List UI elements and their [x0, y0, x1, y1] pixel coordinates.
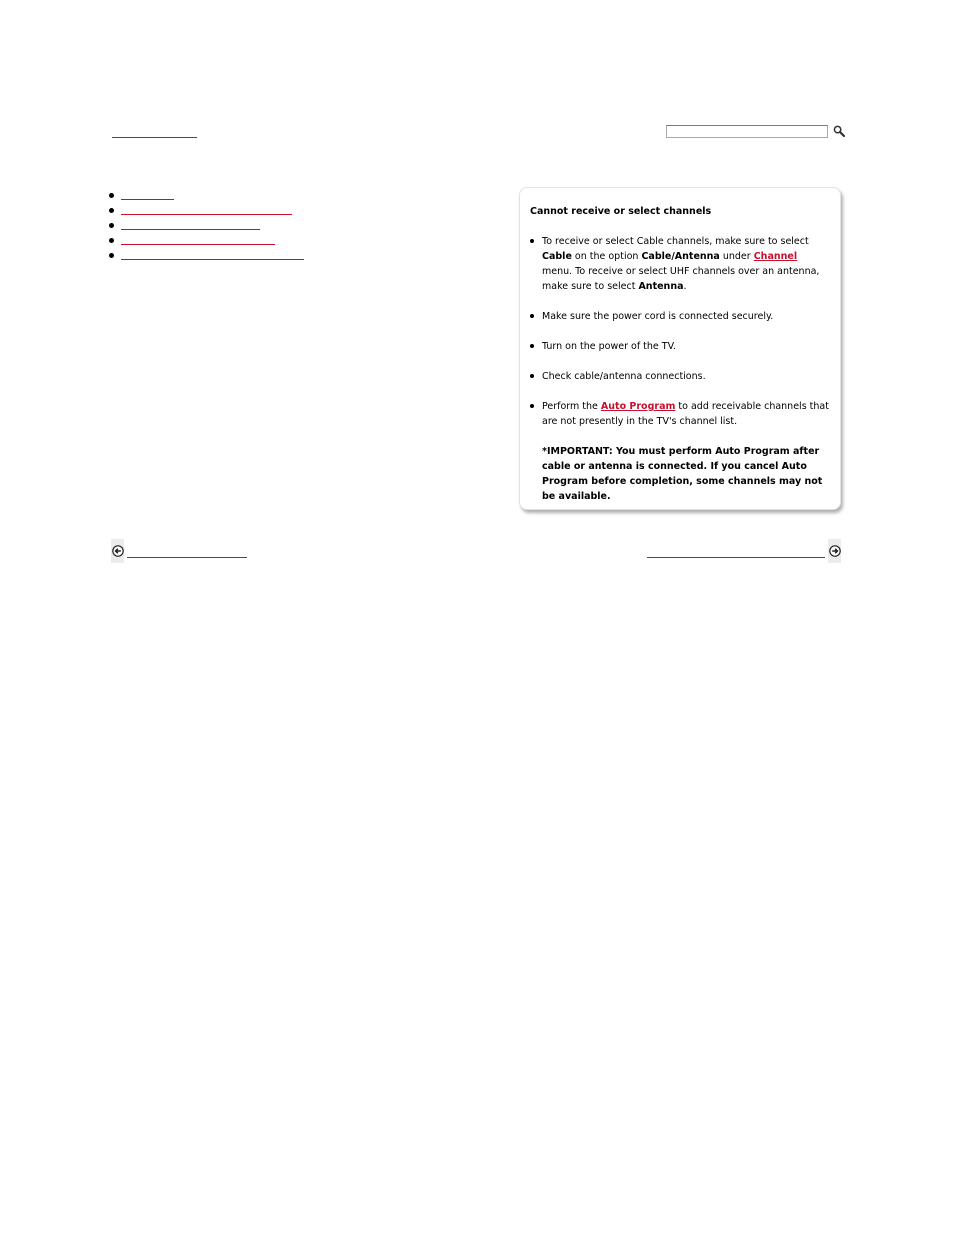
important-note: *IMPORTANT: You must perform Auto Program after cable or antenna is connected. If you cancel Auto Program before completion, some channels may not be available. — [542, 446, 823, 502]
auto-program-link[interactable]: Auto Program — [600, 401, 676, 412]
item-text: To receive or select Cable channels, make sure to select — [542, 236, 809, 247]
list-item — [107, 189, 304, 204]
list-item — [107, 234, 304, 249]
list-item — [107, 204, 304, 219]
topic-link-list — [107, 189, 304, 264]
previous-page-link[interactable] — [127, 544, 247, 558]
item-text: under — [719, 251, 754, 262]
topic-link[interactable] — [121, 234, 275, 245]
search-bar — [666, 124, 846, 138]
item-text: menu. To receive or select UHF channels over an antenna, make sure to select — [542, 266, 820, 292]
right-arrow-circle-icon[interactable] — [828, 539, 841, 563]
troubleshooting-panel — [519, 187, 841, 510]
cable-antenna-option-text: Cable/Antenna — [641, 251, 720, 262]
item-text: Turn on the power of the TV. — [542, 341, 676, 352]
solution-list — [520, 234, 830, 519]
cable-option-text: Cable — [542, 251, 572, 262]
list-item — [520, 234, 830, 294]
search-input[interactable] — [666, 125, 828, 138]
list-item — [520, 399, 830, 504]
topic-link[interactable] — [121, 189, 174, 200]
previous-page-nav — [111, 539, 247, 563]
item-text: Check cable/antenna connections. — [542, 371, 706, 382]
item-text: . — [683, 281, 687, 292]
top-nav-link[interactable] — [112, 126, 197, 138]
search-icon[interactable] — [832, 124, 846, 138]
list-item — [107, 219, 304, 234]
left-arrow-circle-icon[interactable] — [111, 539, 124, 563]
item-text: Make sure the power cord is connected securely. — [542, 311, 774, 322]
next-page-nav — [647, 539, 841, 563]
list-item — [520, 339, 830, 354]
channel-menu-link[interactable]: Channel — [753, 251, 798, 262]
item-text: Perform the — [542, 401, 601, 412]
panel-title: Cannot receive or select channels — [530, 206, 712, 217]
topic-link[interactable] — [121, 249, 304, 260]
topic-link[interactable] — [121, 204, 292, 215]
item-text: on the option — [571, 251, 642, 262]
antenna-option-text: Antenna — [638, 281, 684, 292]
next-page-link[interactable] — [647, 544, 825, 558]
item-text: to add receivable channels that are not presently in the TV's channel list. — [542, 401, 829, 427]
topic-link[interactable] — [121, 219, 260, 230]
list-item — [520, 309, 830, 324]
list-item — [520, 369, 830, 384]
list-item — [107, 249, 304, 264]
